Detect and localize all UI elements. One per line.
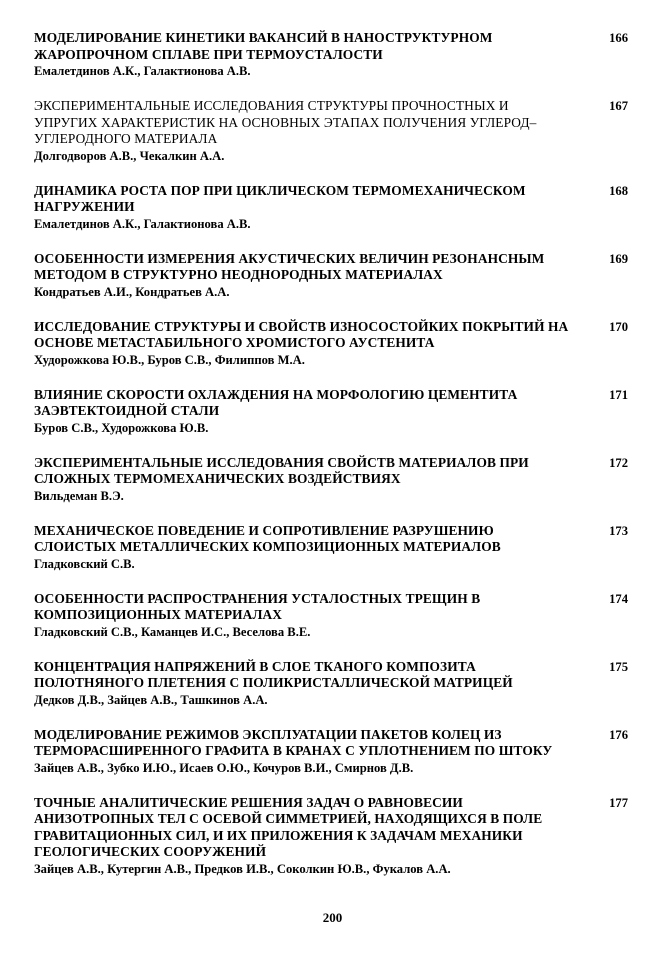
entry-title: ЭКСПЕРИМЕНТАЛЬНЫЕ ИССЛЕДОВАНИЯ СВОЙСТВ МАТЕРИАЛОВ ПРИ СЛОЖНЫХ ТЕРМОМЕХАНИЧЕСКИХ ВОЗДЕЙСТВИЯХ [34, 454, 529, 486]
toc-entry [34, 251, 634, 300]
toc-entry [34, 523, 634, 572]
toc-entry [34, 455, 634, 504]
entry-title: ОСОБЕННОСТИ ИЗМЕРЕНИЯ АКУСТИЧЕСКИХ ВЕЛИЧИН РЕЗОНАНСНЫМ МЕТОДОМ В СТРУКТУРНО НЕОДНОРОДНЫХ МАТЕРИАЛАХ [34, 250, 545, 282]
entry-authors: Зайцев А.В., Зубко И.Ю., Исаев О.Ю., Кочуров В.И., Смирнов Д.В. [34, 760, 414, 775]
entry-page-number: 172 [609, 455, 628, 470]
entry-title: ОСОБЕННОСТИ РАСПРОСТРАНЕНИЯ УСТАЛОСТНЫХ ТРЕЩИН В КОМПОЗИЦИОННЫХ МАТЕРИАЛАХ [34, 590, 481, 622]
entry-authors: Емалетдинов А.К., Галактионова А.В. [34, 216, 251, 231]
toc-entry [34, 98, 634, 164]
entry-authors: Вильдеман В.Э. [34, 488, 124, 503]
entry-title: ВЛИЯНИЕ СКОРОСТИ ОХЛАЖДЕНИЯ НА МОРФОЛОГИЮ ЦЕМЕНТИТА ЗАЭВТЕКТОИДНОЙ СТАЛИ [34, 386, 518, 418]
entry-page-number: 177 [609, 795, 628, 810]
entry-page-number: 166 [609, 31, 628, 45]
entry-page-number: 168 [609, 183, 628, 198]
table-of-contents [34, 30, 634, 896]
toc-entry [34, 183, 634, 232]
toc-entry [34, 30, 634, 79]
entry-page-number: 170 [609, 319, 628, 334]
toc-entry [34, 387, 634, 436]
entry-authors: Гладковский С.В., Каманцев И.С., Веселова В.Е. [34, 624, 311, 639]
entry-title: КОНЦЕНТРАЦИЯ НАПРЯЖЕНИЙ В СЛОЕ ТКАНОГО КОМПОЗИТА ПОЛОТНЯНОГО ПЛЕТЕНИЯ С ПОЛИКРИСТАЛЛИЧЕСКОЙ МАТРИЦЕЙ [34, 658, 513, 690]
entry-page-number: 167 [609, 99, 628, 113]
entry-page-number: 176 [609, 727, 628, 742]
entry-page-number: 174 [609, 591, 628, 606]
entry-authors: Дедков Д.В., Зайцев А.В., Ташкинов А.А. [34, 692, 268, 707]
entry-authors: Емалетдинов А.К., Галактионова А.В. [34, 64, 251, 78]
entry-authors: Зайцев А.В., Кутергин А.В., Предков И.В., Соколкин Ю.В., Фукалов А.А. [34, 861, 451, 876]
toc-entry [34, 591, 634, 640]
entry-title: ТОЧНЫЕ АНАЛИТИЧЕСКИЕ РЕШЕНИЯ ЗАДАЧ О РАВНОВЕСИИ АНИЗОТРОПНЫХ ТЕЛ С ОСЕВОЙ СИММЕТРИЕЙ, НАХОДЯЩИХСЯ В ПОЛЕ ГРАВИТАЦИОННЫХ СИЛ, И ИХ ПРИЛОЖЕНИЯ К ЗАДАЧАМ МЕХАНИКИ ГЕОЛОГИЧЕСКИХ СООРУЖЕНИЙ [34, 794, 543, 859]
toc-entry [34, 727, 634, 776]
entry-authors: Худорожкова Ю.В., Буров С.В., Филиппов М.А. [34, 352, 305, 367]
entry-authors: Кондратьев А.И., Кондратьев А.А. [34, 284, 230, 299]
entry-authors: Долгодворов А.В., Чекалкин А.А. [34, 148, 225, 163]
entry-page-number: 173 [609, 523, 628, 538]
page-number: 200 [322, 910, 343, 925]
entry-title: МЕХАНИЧЕСКОЕ ПОВЕДЕНИЕ И СОПРОТИВЛЕНИЕ РАЗРУШЕНИЮ СЛОИСТЫХ МЕТАЛЛИЧЕСКИХ КОМПОЗИЦИОННЫХ МАТЕРИАЛОВ [34, 522, 501, 554]
entry-page-number: 169 [609, 251, 628, 266]
entry-title: МОДЕЛИРОВАНИЕ РЕЖИМОВ ЭКСПЛУАТАЦИИ ПАКЕТОВ КОЛЕЦ ИЗ ТЕРМОРАСШИРЕННОГО ГРАФИТА В КРАНАХ С УПЛОТНЕНИЕМ ПО ШТОКУ [34, 726, 553, 758]
entry-page-number: 171 [609, 387, 628, 402]
toc-entry [34, 659, 634, 708]
entry-title: ИССЛЕДОВАНИЕ СТРУКТУРЫ И СВОЙСТВ ИЗНОСОСТОЙКИХ ПОКРЫТИЙ НА ОСНОВЕ МЕТАСТАБИЛЬНОГО ХРОМИСТОГО АУСТЕНИТА [34, 318, 569, 350]
entry-title: МОДЕЛИРОВАНИЕ КИНЕТИКИ ВАКАНСИЙ В НАНОСТРУКТУРНОМ ЖАРОПРОЧНОМ СПЛАВЕ ПРИ ТЕРМОУСТАЛОСТИ [34, 30, 493, 62]
entry-authors: Гладковский С.В. [34, 556, 135, 571]
entry-page-number: 175 [609, 659, 628, 674]
entry-authors: Буров С.В., Худорожкова Ю.В. [34, 420, 209, 435]
entry-title: ЭКСПЕРИМЕНТАЛЬНЫЕ ИССЛЕДОВАНИЯ СТРУКТУРЫ ПРОЧНОСТНЫХ И УПРУГИХ ХАРАКТЕРИСТИК НА ОСНОВНЫХ ЭТАПАХ ПОЛУЧЕНИЯ УГЛЕРОД–УГЛЕРОДНОГО МАТЕРИАЛА [34, 98, 537, 146]
entry-title: ДИНАМИКА РОСТА ПОР ПРИ ЦИКЛИЧЕСКОМ ТЕРМОМЕХАНИЧЕСКОМ НАГРУЖЕНИИ [34, 182, 526, 214]
toc-entry [34, 319, 634, 368]
toc-entry [34, 795, 634, 877]
